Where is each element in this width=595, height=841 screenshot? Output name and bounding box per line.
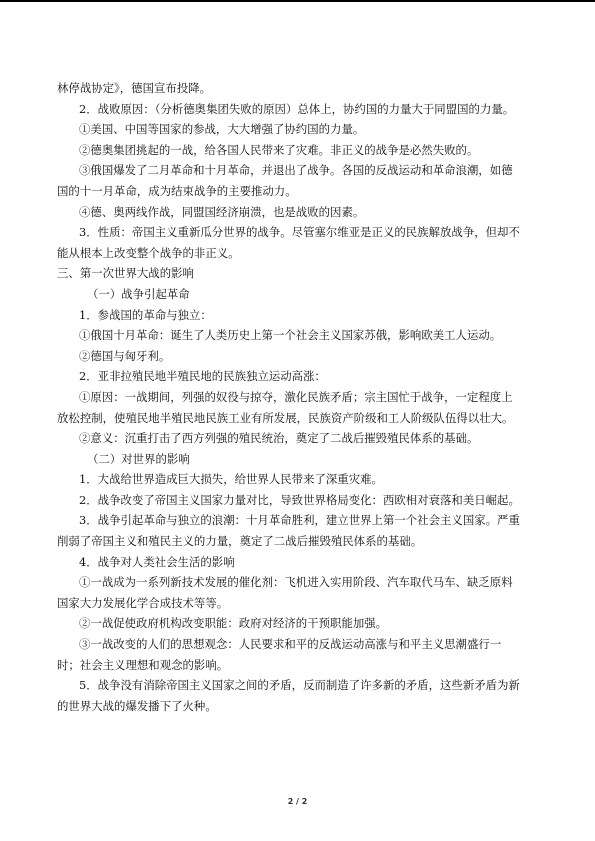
subsection-heading: （一）战争引起革命 [87,286,190,301]
document-body [57,78,541,716]
body-line: 1．大战给世界造成巨大损失，给世界人民带来了深重灾难。 [79,472,383,487]
subsection-heading: （二）对世界的影响 [87,451,190,466]
body-line: 3．性质：帝国主义重新瓜分世界的战争。尽管塞尔维亚是正义的民族解放战争，但却不 [79,225,520,240]
body-line: ①原因：一战期间，列强的奴役与掠夺，激化民族矛盾；宗主国忙于战争，一定程度上 [79,389,513,404]
body-line: ③俄国爆发了二月革命和十月革命，并退出了战争。各国的反战运动和革命浪潮，如德 [79,163,513,178]
section-heading: 三、第一次世界大战的影响 [57,266,194,281]
body-line: 能从根本上改变整个战争的非正义。 [57,245,240,260]
body-line: ③一战改变的人们的思想观念：人民要求和平的反战运动高涨与和平主义思潮盛行一 [79,637,502,652]
body-line: 国家大力发展化学合成技术等等。 [57,595,229,610]
body-line: ①美国、中国等国家的参战，大大增强了协约国的力量。 [79,122,365,137]
body-line: 2．亚非拉殖民地半殖民地的民族独立运动高涨： [79,369,326,384]
body-line: 3．战争引起革命与独立的浪潮：十月革命胜利，建立世界上第一个社会主义国家。严重 [79,513,520,528]
body-line: 国的十一月革命，成为结束战争的主要推动力。 [57,183,297,198]
body-line: ①一战成为一系列新技术发展的催化剂：飞机进入实用阶段、汽车取代马车、缺乏原料 [79,575,513,590]
body-line: ④德、奥两线作战，同盟国经济崩溃，也是战败的因素。 [79,204,365,219]
body-line: ②德国与匈牙利。 [79,348,171,363]
page-number: 2 / 2 [287,797,308,806]
body-line: 削弱了帝国主义和殖民主义的力量，奠定了二战后摧毁殖民体系的基础。 [57,534,423,549]
page-top-rule [0,0,595,2]
body-line: ②意义：沉重打击了西方列强的殖民统治，奠定了二战后摧毁殖民体系的基础。 [79,431,479,446]
body-line: 林停战协定》，德国宣布投降。 [57,81,212,95]
body-line: ②德奥集团挑起的一战，给各国人民带来了灾难。非正义的战争是必然失败的。 [79,142,479,157]
body-line: 4．战争对人类社会生活的影响 [79,554,235,569]
body-line: 2．战争改变了帝国主义国家力量对比，导致世界格局变化：西欧相对衰落和美日崛起。 [79,492,520,507]
body-line: 1．参战国的革命与独立： [79,307,212,322]
body-line: ①俄国十月革命：诞生了人类历史上第一个社会主义国家苏俄，影响欧美工人运动。 [79,328,502,343]
body-line: 时；社会主义理想和观念的影响。 [57,657,229,672]
body-line: ②一战促使政府机构改变职能：政府对经济的干预职能加强。 [79,616,388,631]
body-line: 放松控制，使殖民地半殖民地民族工业有所发展，民族资产阶级和工人阶级队伍得以壮大。 [57,410,514,425]
body-line: 2．战败原因：（分析德奥集团失败的原因）总体上，协约国的力量大于同盟国的力量。 [79,101,515,116]
body-line: 的世界大战的爆发播下了火种。 [57,698,217,713]
body-line: 5．战争没有消除帝国主义国家之间的矛盾，反而制造了许多新的矛盾，这些新矛盾为新 [79,678,520,693]
